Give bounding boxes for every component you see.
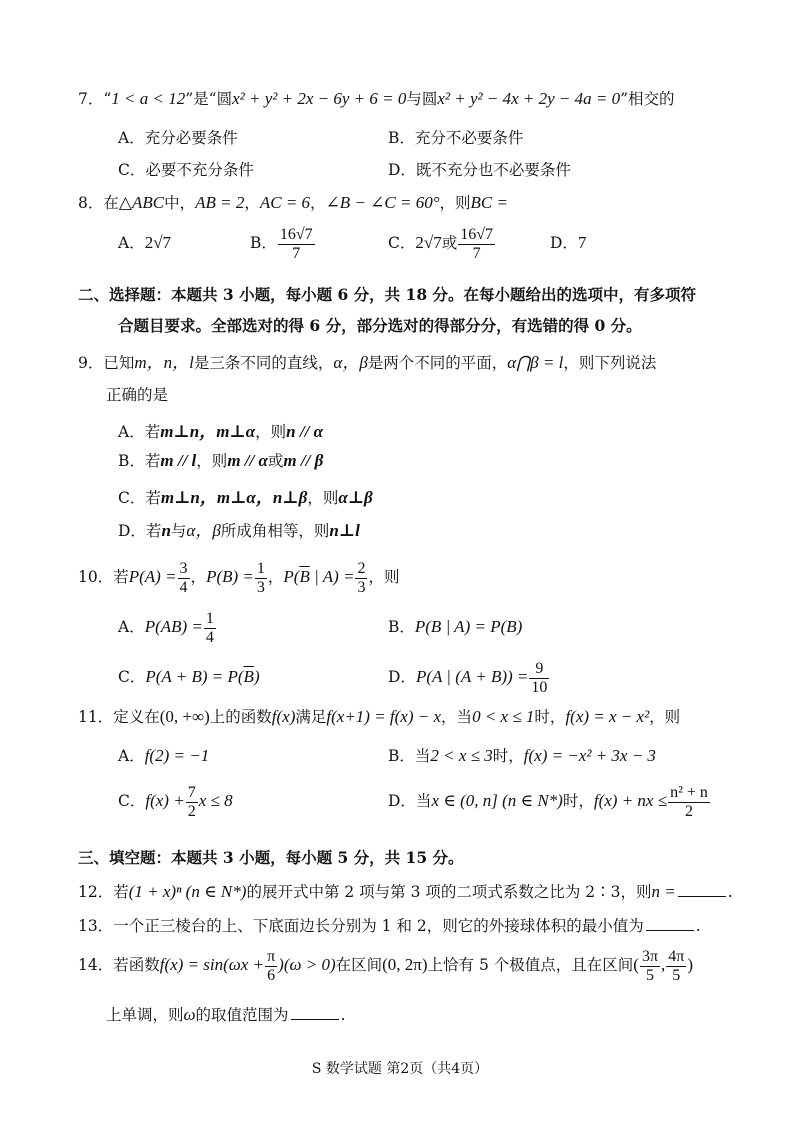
q11-c-den: 2 (187, 802, 196, 820)
q10-pa-den: 4 (179, 578, 188, 596)
q7-option-b: B．充分不必要条件 (388, 129, 524, 147)
q14-open: ( (633, 955, 639, 974)
q11-option-b (388, 744, 656, 766)
q10-a-label: A． (118, 618, 145, 636)
q8-b-denominator: 7 (292, 244, 301, 262)
q14-i2-den: 5 (672, 966, 681, 984)
q14-label: 14．若函数 (78, 956, 160, 974)
q13-answer-blank[interactable] (646, 929, 694, 931)
q8-c-denominator: 7 (472, 244, 481, 262)
q9-b-cond: m // l (160, 451, 197, 470)
q10-d-num: 9 (529, 660, 549, 679)
q10-d-den: 10 (531, 678, 548, 696)
q9-d-n: n (161, 521, 171, 540)
q11-d-den: 2 (684, 802, 693, 820)
q12-end: . (727, 883, 733, 901)
section2-line2: 合题目要求。全部选对的得 6 分，部分选对的得部分分，有选错的得 0 分。 (118, 316, 642, 335)
q8-c-or: 或 (441, 234, 458, 252)
q10-pb-fraction (255, 560, 267, 596)
q7-option-a: A．充分必要条件 (118, 129, 238, 147)
q9-d-mid: 与 (170, 522, 187, 540)
q8-triangle: △ABC (118, 193, 165, 212)
q7-option-d: D．既不充分也不必要条件 (388, 161, 571, 179)
q12-label: 12．若 (78, 883, 129, 901)
q7-text-a: 7．“ (78, 90, 112, 108)
q10-a-math: P(AB) = (144, 617, 203, 636)
q10-stem (78, 553, 399, 601)
q8-b-fraction (278, 226, 315, 262)
q11-c-math-a: f(x) + (145, 791, 185, 810)
q14-close: ) (687, 955, 694, 974)
q10-pb-den: 3 (256, 578, 265, 596)
q10-sep1: ， (190, 568, 207, 586)
q10-pbga-rest: | A) = (309, 567, 355, 586)
q9-d-result: n⊥l (329, 521, 360, 540)
q9-option-a (118, 417, 323, 442)
q14-pi-den: 6 (267, 966, 276, 984)
q11-a-label: A． (118, 747, 145, 765)
q9-intersection: α⋂β = l (507, 353, 564, 372)
q10-then: ，则 (368, 568, 400, 586)
q8-option-a (118, 220, 171, 266)
q8-stem (78, 191, 508, 213)
q8-text-e: ，则 (439, 194, 471, 212)
q9-text-a: 9．已知 (78, 354, 135, 372)
q11-d-label: D．当 (388, 792, 432, 810)
q13-stem (78, 914, 701, 936)
q12-stem (78, 880, 733, 902)
q10-option-a (118, 604, 217, 650)
q8-bc: BC = (470, 193, 508, 212)
q9-b-or: 或 (267, 452, 284, 470)
q11-c-num: 7 (187, 783, 196, 801)
q8-c-value: 2√7 (415, 233, 442, 252)
q9-b-then: ，则 (196, 452, 228, 470)
q8-option-d (550, 220, 586, 266)
q8-a-value: 2√7 (144, 233, 172, 252)
q14-omega: ω (183, 1005, 196, 1024)
q9-c-label: C．若 (118, 489, 161, 507)
q7-option-c: C．必要不充分条件 (118, 161, 254, 179)
q8-text-b: 中， (164, 194, 196, 212)
q10-a-num: 1 (205, 609, 214, 627)
q9-a-then: ，则 (255, 423, 287, 441)
q11-fx: f(x) (271, 707, 296, 726)
q11-range: 0 < x ≤ 1 (472, 707, 535, 726)
q9-c-then: ，则 (307, 489, 339, 507)
page-footer: S 数学试题 第2页（共4页） (311, 1061, 489, 1077)
q14-pi-num: π (267, 947, 276, 965)
q8-angle: ∠B − ∠C = 60° (325, 193, 440, 212)
q10-c-bbar: $\overline{B}$ (243, 667, 254, 686)
q10-pb: P(B) = (206, 567, 254, 586)
q11-mid1: 上的函数 (209, 708, 272, 726)
q14-stem (78, 941, 693, 989)
q8-option-c (388, 220, 496, 266)
q11-relation: f(x+1) = f(x) − x (326, 707, 442, 726)
q7-circle2: x² + y² − 4x + 2y − 4a = 0 (437, 89, 621, 108)
q9-text-c: 是两个不同的平面， (367, 354, 508, 372)
q10-pbga-fraction (355, 560, 367, 596)
q11-d-num: n² + n (670, 783, 708, 801)
q10-c-math-a: P(A + B) = P( (145, 667, 244, 686)
q7-condition: 1 < a < 12 (111, 89, 186, 108)
q8-text-c: ， (244, 194, 260, 212)
q12-n: n = (651, 882, 676, 901)
q10-d-fraction (529, 660, 549, 696)
q14-i1-fraction (640, 948, 660, 984)
q11-mid3: ，当 (441, 708, 473, 726)
q10-pbga-bbar: $\overline{B}$ (299, 567, 310, 586)
q10-c-label: C． (118, 668, 146, 686)
q14-stem-line2 (106, 1003, 345, 1025)
q7-circle1: x² + y² + 2x − 6y + 6 = 0 (232, 89, 407, 108)
q10-b-label: B． (388, 618, 415, 636)
q10-pbga-den: 3 (357, 578, 366, 596)
q9-b-result1: m // α (227, 451, 268, 470)
q9-a-label: A．若 (118, 423, 161, 441)
q9-c-result: α⊥β (338, 488, 373, 507)
q11-c-math-b: x ≤ 8 (198, 791, 233, 810)
q10-pbga-p: P( (283, 567, 300, 586)
q14-comma: , (661, 955, 666, 974)
q12-text: 的展开式中第 2 项与第 3 项的二项式系数之比为 2∶3，则 (246, 883, 652, 901)
q11-stem (78, 705, 680, 727)
q11-tail: ，则 (649, 708, 681, 726)
q13-text: 13．一个正三棱台的上、下底面边长分别为 1 和 2，则它的外接球体积的最小值为 (78, 917, 644, 935)
q11-d-range: x ∈ (0, n] (n ∈ N*) (431, 791, 563, 810)
q11-d-fraction (668, 784, 710, 820)
q11-b-label: B．当 (388, 747, 431, 765)
q8-c-label: C． (388, 234, 416, 252)
q9-text-b: 是三条不同的直线， (193, 354, 334, 372)
q7-text-b: ”是“圆 (185, 90, 233, 108)
q9-b-result2: m // β (283, 451, 324, 470)
q9-d-planes: α，β (186, 521, 221, 540)
q14-pi-fraction (265, 948, 277, 984)
q11-option-a (118, 744, 209, 766)
q13-end: . (695, 917, 701, 935)
q8-d-value: 7 (577, 233, 587, 252)
q14-line2-b: 的取值范围为 (195, 1006, 289, 1024)
q9-stem (78, 348, 656, 373)
q10-pa: P(A) = (128, 567, 177, 586)
q10-pb-num: 1 (256, 559, 265, 577)
q14-i2-fraction (666, 948, 686, 984)
q14-interval: (0, 2π) (382, 955, 428, 974)
q8-b-label: B． (250, 234, 277, 252)
q7-text-c: 与圆 (406, 90, 438, 108)
q9-b-label: B．若 (118, 452, 161, 470)
q9-option-c (118, 483, 373, 508)
q9-text-d: ，则下列说法 (563, 354, 657, 372)
q8-c-fraction (458, 226, 495, 262)
q8-text-d: ， (310, 194, 326, 212)
q8-option-b (250, 220, 316, 266)
q10-sep2: ， (267, 568, 284, 586)
q14-mid2: 上恰有 5 个极值点，且在区间 (427, 956, 634, 974)
q10-pa-fraction (178, 560, 190, 596)
q7-text-d: ”相交的 (620, 90, 675, 108)
q10-option-b (388, 604, 522, 650)
q9-lines: m，n，l (134, 353, 194, 372)
q8-d-label: D． (550, 234, 578, 252)
q11-b-math: f(x) = −x² + 3x − 3 (523, 746, 656, 765)
q14-i1-num: 3π (641, 947, 659, 965)
q14-i1-den: 5 (645, 966, 654, 984)
q8-ac: AC = 6 (259, 193, 311, 212)
q11-a-math: f(2) = −1 (144, 746, 210, 765)
q10-c-math-c: ) (253, 667, 260, 686)
q9-d-label: D．若 (118, 522, 162, 540)
q10-d-math: P(A | (A + B)) = (415, 667, 529, 686)
q14-answer-blank[interactable] (291, 1018, 339, 1020)
q11-definition: f(x) = x − x² (565, 707, 650, 726)
q10-pa-num: 3 (179, 559, 188, 577)
q10-a-den: 4 (205, 628, 214, 646)
section2-line1: 二、选择题：本题共 3 小题，每小题 6 分，共 18 分。在每小题给出的选项中，有多项符 (78, 285, 697, 304)
q10-pbga-num: 2 (357, 559, 366, 577)
q11-domain: (0, +∞) (159, 707, 210, 726)
q14-i2-num: 4π (668, 947, 685, 965)
q11-mid2: 满足 (295, 708, 327, 726)
q11-mid4: 时， (534, 708, 566, 726)
q7-stem (78, 87, 675, 109)
q11-option-d (388, 778, 711, 824)
q8-a-label: A． (118, 234, 145, 252)
q11-d-math: f(x) + nx ≤ (593, 791, 668, 810)
q9-d-mid2: 所成角相等，则 (220, 522, 330, 540)
q10-label: 10．若 (78, 568, 129, 586)
q10-option-c (118, 654, 260, 700)
q9-option-b (118, 449, 323, 471)
q11-b-mid: 时， (492, 747, 524, 765)
q9-a-result: n // α (286, 422, 323, 441)
q10-a-fraction (204, 610, 216, 646)
q12-expression: (1 + x)ⁿ (n ∈ N*) (128, 882, 247, 901)
q10-option-d (388, 654, 550, 700)
q8-b-numerator: 16√7 (279, 225, 313, 243)
q11-label: 11．定义在 (78, 708, 160, 726)
q9-c-cond: m⊥n，m⊥α，n⊥β (160, 488, 308, 507)
q10-b-math: P(B | A) = P(B) (414, 617, 523, 636)
q11-c-label: C． (118, 792, 146, 810)
q10-d-label: D． (388, 668, 416, 686)
q11-option-c (118, 778, 233, 824)
q8-c-numerator: 16√7 (460, 225, 494, 243)
q8-ab: AB = 2 (195, 193, 245, 212)
q14-mid1: 在区间 (335, 956, 383, 974)
q11-b-range: 2 < x ≤ 3 (430, 746, 493, 765)
q8-text-a: 8．在 (78, 194, 119, 212)
q9-planes: α，β (333, 353, 368, 372)
section3-title: 三、填空题：本题共 3 小题，每小题 5 分，共 15 分。 (78, 848, 464, 867)
q11-d-mid: 时， (562, 792, 594, 810)
q11-c-fraction (186, 784, 198, 820)
q9-stem-line2: 正确的是 (106, 386, 169, 404)
q12-answer-blank[interactable] (678, 895, 726, 897)
q14-func-b: )(ω > 0) (278, 955, 336, 974)
q9-a-cond: m⊥n，m⊥α (160, 422, 256, 441)
q14-line2-a: 上单调，则 (106, 1006, 184, 1024)
q14-end: . (340, 1006, 346, 1024)
q14-func-a: f(x) = sin(ωx + (159, 955, 265, 974)
q9-option-d (118, 516, 360, 541)
